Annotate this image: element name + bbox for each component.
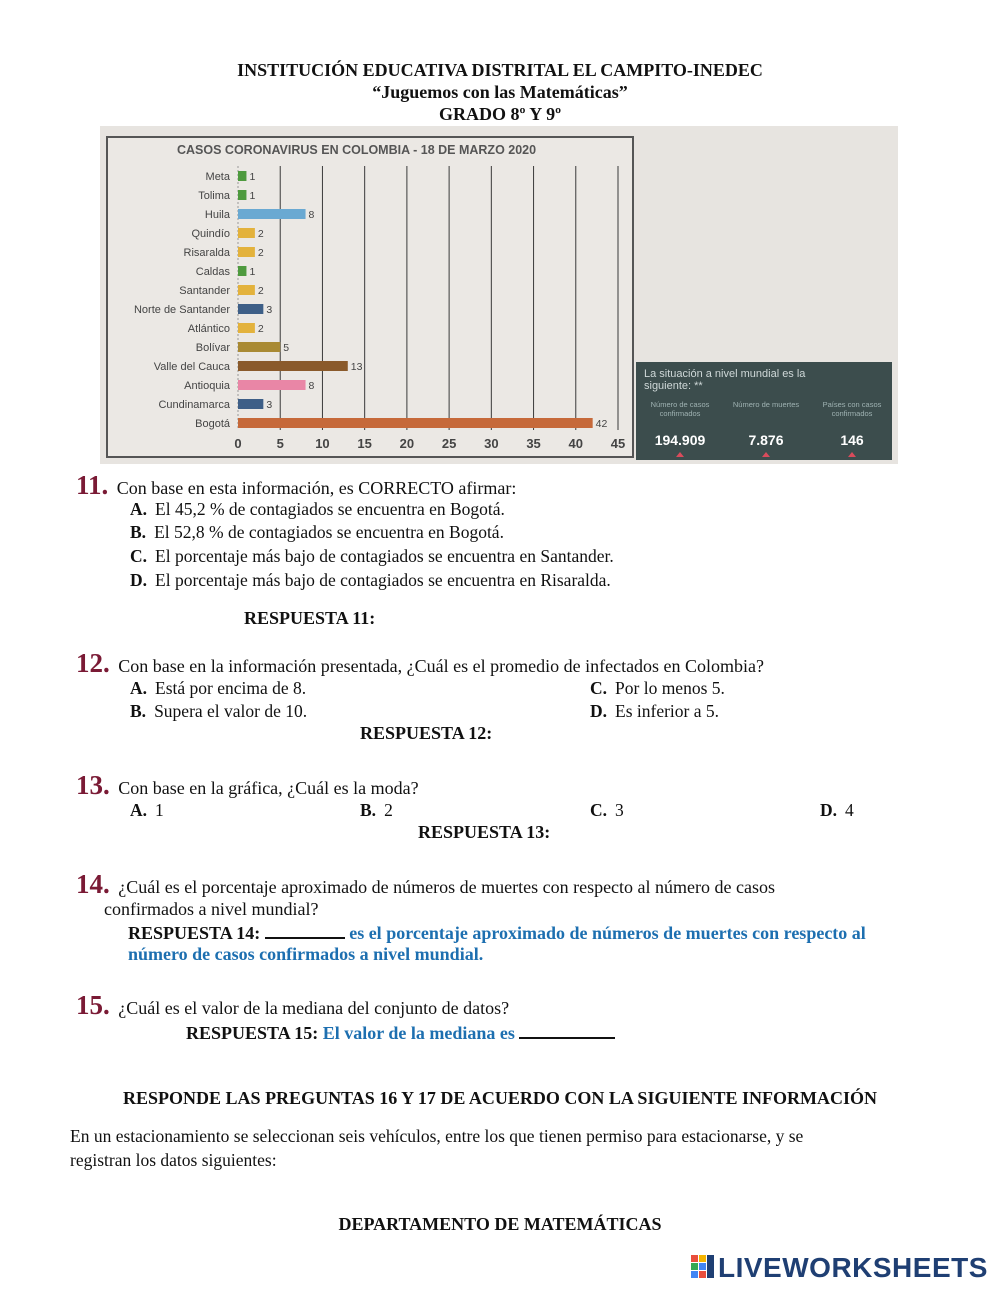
section-paragraph-line2: registran los datos siguientes: [70,1150,277,1170]
question-text: Con base en la gráfica, ¿Cuál es la moda? [118,778,419,798]
answer-15-label: RESPUESTA 15: [186,1023,319,1043]
liveworksheets-logo-icon [690,1254,716,1280]
bar [238,323,255,333]
data-label: 5 [283,342,290,354]
bar [238,228,255,238]
stat-confirmed-cases [642,400,718,457]
x-tick-label: 20 [399,436,415,451]
answer-14-text: es el porcentaje aproximado de números de muertes con respecto al [349,923,866,943]
question-number: 13. [76,770,110,800]
data-label: 2 [257,285,264,297]
q11-option-b [130,522,504,543]
x-tick-label: 30 [484,436,499,451]
option-text: Supera el valor de 10. [154,701,308,721]
data-label: 8 [308,380,315,392]
up-triangle-icon [762,452,770,457]
question-number: 14. [76,869,110,899]
school-name: INSTITUCIÓN EDUCATIVA DISTRITAL EL CAMPITO-INEDEC [237,60,763,80]
bar [238,380,306,390]
option-letter: C. [590,678,608,698]
bar [238,247,255,257]
section-title: RESPONDE LAS PREGUNTAS 16 Y 17 DE ACUERDO CON LA SIGUIENTE INFORMACIÓN [123,1088,877,1108]
data-label: 13 [350,361,363,373]
category-label: Atlántico [187,323,230,335]
stat-label: Países con casos confirmados [822,400,882,418]
liveworksheets-logo[interactable] [690,1252,988,1284]
logo-text: LIVEWORKSHEETS [718,1252,988,1283]
up-triangle-icon [676,452,684,457]
stat-countries [814,400,890,457]
up-triangle-icon [848,452,856,457]
q11-option-c [130,546,614,567]
option-text: Es inferior a 5. [615,701,720,721]
category-label: Bogotá [195,418,230,430]
category-label: Quindío [191,228,230,240]
question-13 [76,770,419,801]
option-letter: D. [590,701,608,721]
q13-option-b [360,800,393,821]
bar [238,209,306,219]
option-text: 3 [615,800,624,820]
answer-15 [186,1021,615,1044]
q12-option-a [130,678,306,699]
option-letter: C. [590,800,608,820]
answer-14-label: RESPUESTA 14: [128,923,261,943]
option-letter: C. [130,546,148,566]
option-text: El 45,2 % de contagiados se encuentra en Bogotá. [155,499,505,519]
x-tick-label: 5 [276,436,284,451]
data-label: 2 [257,323,264,335]
stat-value: 194.909 [654,432,706,448]
bar-chart [100,126,636,464]
x-tick-label: 40 [568,436,584,451]
category-label: Risaralda [183,247,230,259]
q12-option-c [590,678,725,699]
worksheet-subtitle: “Juguemos con las Matemáticas” [372,82,628,102]
q11-option-d [130,570,611,591]
q12-option-b [130,701,307,722]
option-letter: D. [820,800,838,820]
option-letter: A. [130,800,148,820]
question-text: Con base en esta información, es CORRECTO afirmar: [116,478,517,498]
option-letter: A. [130,499,148,519]
q13-option-a [130,800,164,821]
bar [238,418,593,428]
x-tick-label: 15 [357,436,372,451]
option-text: El porcentaje más bajo de contagiados se encuentra en Santander. [155,546,614,566]
grade-label: GRADO 8º Y 9º [438,104,562,124]
question-number: 12. [76,648,110,678]
section-paragraph-line1: En un estacionamiento se seleccionan seis vehículos, entre los que tienen permiso para estacionarse, y se [70,1126,804,1146]
stat-value: 7.876 [748,432,784,448]
option-text: 4 [845,800,854,820]
answer-14-blank[interactable] [265,921,345,939]
category-label: Norte de Santander [133,304,230,316]
category-label: Cundinamarca [158,399,230,411]
question-14 [76,869,775,900]
x-tick-label: 45 [610,436,626,451]
data-label: 1 [249,266,256,278]
bar [238,304,263,314]
option-text: 2 [384,800,393,820]
data-label: 8 [308,209,315,221]
category-label: Valle del Cauca [153,361,230,373]
data-label: 3 [266,399,273,411]
q13-option-c [590,800,624,821]
option-text: 1 [155,800,164,820]
option-letter: B. [130,701,147,721]
world-intro: La situación a nivel mundial es la siguiente: ** [644,368,806,392]
answer-15-text: El valor de la mediana es [322,1023,515,1043]
question-12 [76,648,764,679]
question-text: ¿Cuál es el valor de la mediana del conjunto de datos? [118,998,510,1018]
option-letter: B. [360,800,377,820]
bar [238,361,348,371]
question-number: 11. [76,470,109,500]
question-15 [76,990,509,1021]
bar [238,190,246,200]
answer-13-label: RESPUESTA 13: [418,822,551,842]
chart-figure [100,126,898,464]
option-letter: D. [130,570,148,590]
question-text: ¿Cuál es el porcentaje aproximado de números de muertes con respecto al número de casos [118,877,776,897]
category-label: Meta [205,171,230,183]
bar [238,342,280,352]
answer-12-label: RESPUESTA 12: [360,723,493,743]
question-14-continued: confirmados a nivel mundial? [104,899,319,919]
data-label: 2 [257,247,264,259]
q11-option-a [130,499,505,520]
data-label: 2 [257,228,264,240]
option-letter: B. [130,522,147,542]
question-11 [76,470,516,501]
question-number: 15. [76,990,110,1020]
x-tick-label: 10 [315,436,330,451]
category-label: Caldas [195,266,230,278]
option-letter: A. [130,678,148,698]
option-text: Por lo menos 5. [615,678,725,698]
category-label: Bolívar [195,342,230,354]
bar [238,399,263,409]
answer-15-blank[interactable] [519,1021,615,1039]
answer-14-text-continued: número de casos confirmados a nivel mundial. [128,944,484,964]
answer-11-label: RESPUESTA 11: [244,608,376,628]
category-label: Huila [204,209,230,221]
x-tick-label: 0 [234,436,242,451]
answer-14 [128,921,948,944]
stat-value: 146 [840,432,864,448]
stat-label: Número de muertes [732,400,800,409]
question-text: Con base en la información presentada, ¿Cuál es el promedio de infectados en Colombia? [118,656,765,676]
category-label: Santander [179,285,230,297]
option-text: El 52,8 % de contagiados se encuentra en Bogotá. [154,522,504,542]
option-text: El porcentaje más bajo de contagiados se encuentra en Risaralda. [155,570,611,590]
bar [238,266,246,276]
q12-option-d [590,701,719,722]
chart-title: CASOS CORONAVIRUS EN COLOMBIA - 18 DE MARZO 2020 [177,143,537,157]
x-tick-label: 35 [526,436,541,451]
data-label: 1 [249,190,256,202]
department-footer: DEPARTAMENTO DE MATEMÁTICAS [338,1214,662,1234]
data-label: 42 [595,418,608,430]
stat-deaths [728,400,804,457]
bar [238,171,246,181]
q13-option-d [820,800,854,821]
data-label: 3 [266,304,273,316]
option-text: Está por encima de 8. [155,678,307,698]
x-tick-label: 25 [441,436,457,451]
data-label: 1 [249,171,256,183]
category-label: Antioquia [184,380,230,392]
bar [238,285,255,295]
stat-label: Número de casos confirmados [650,400,710,418]
category-label: Tolima [198,190,230,202]
world-situation-panel [636,362,892,460]
